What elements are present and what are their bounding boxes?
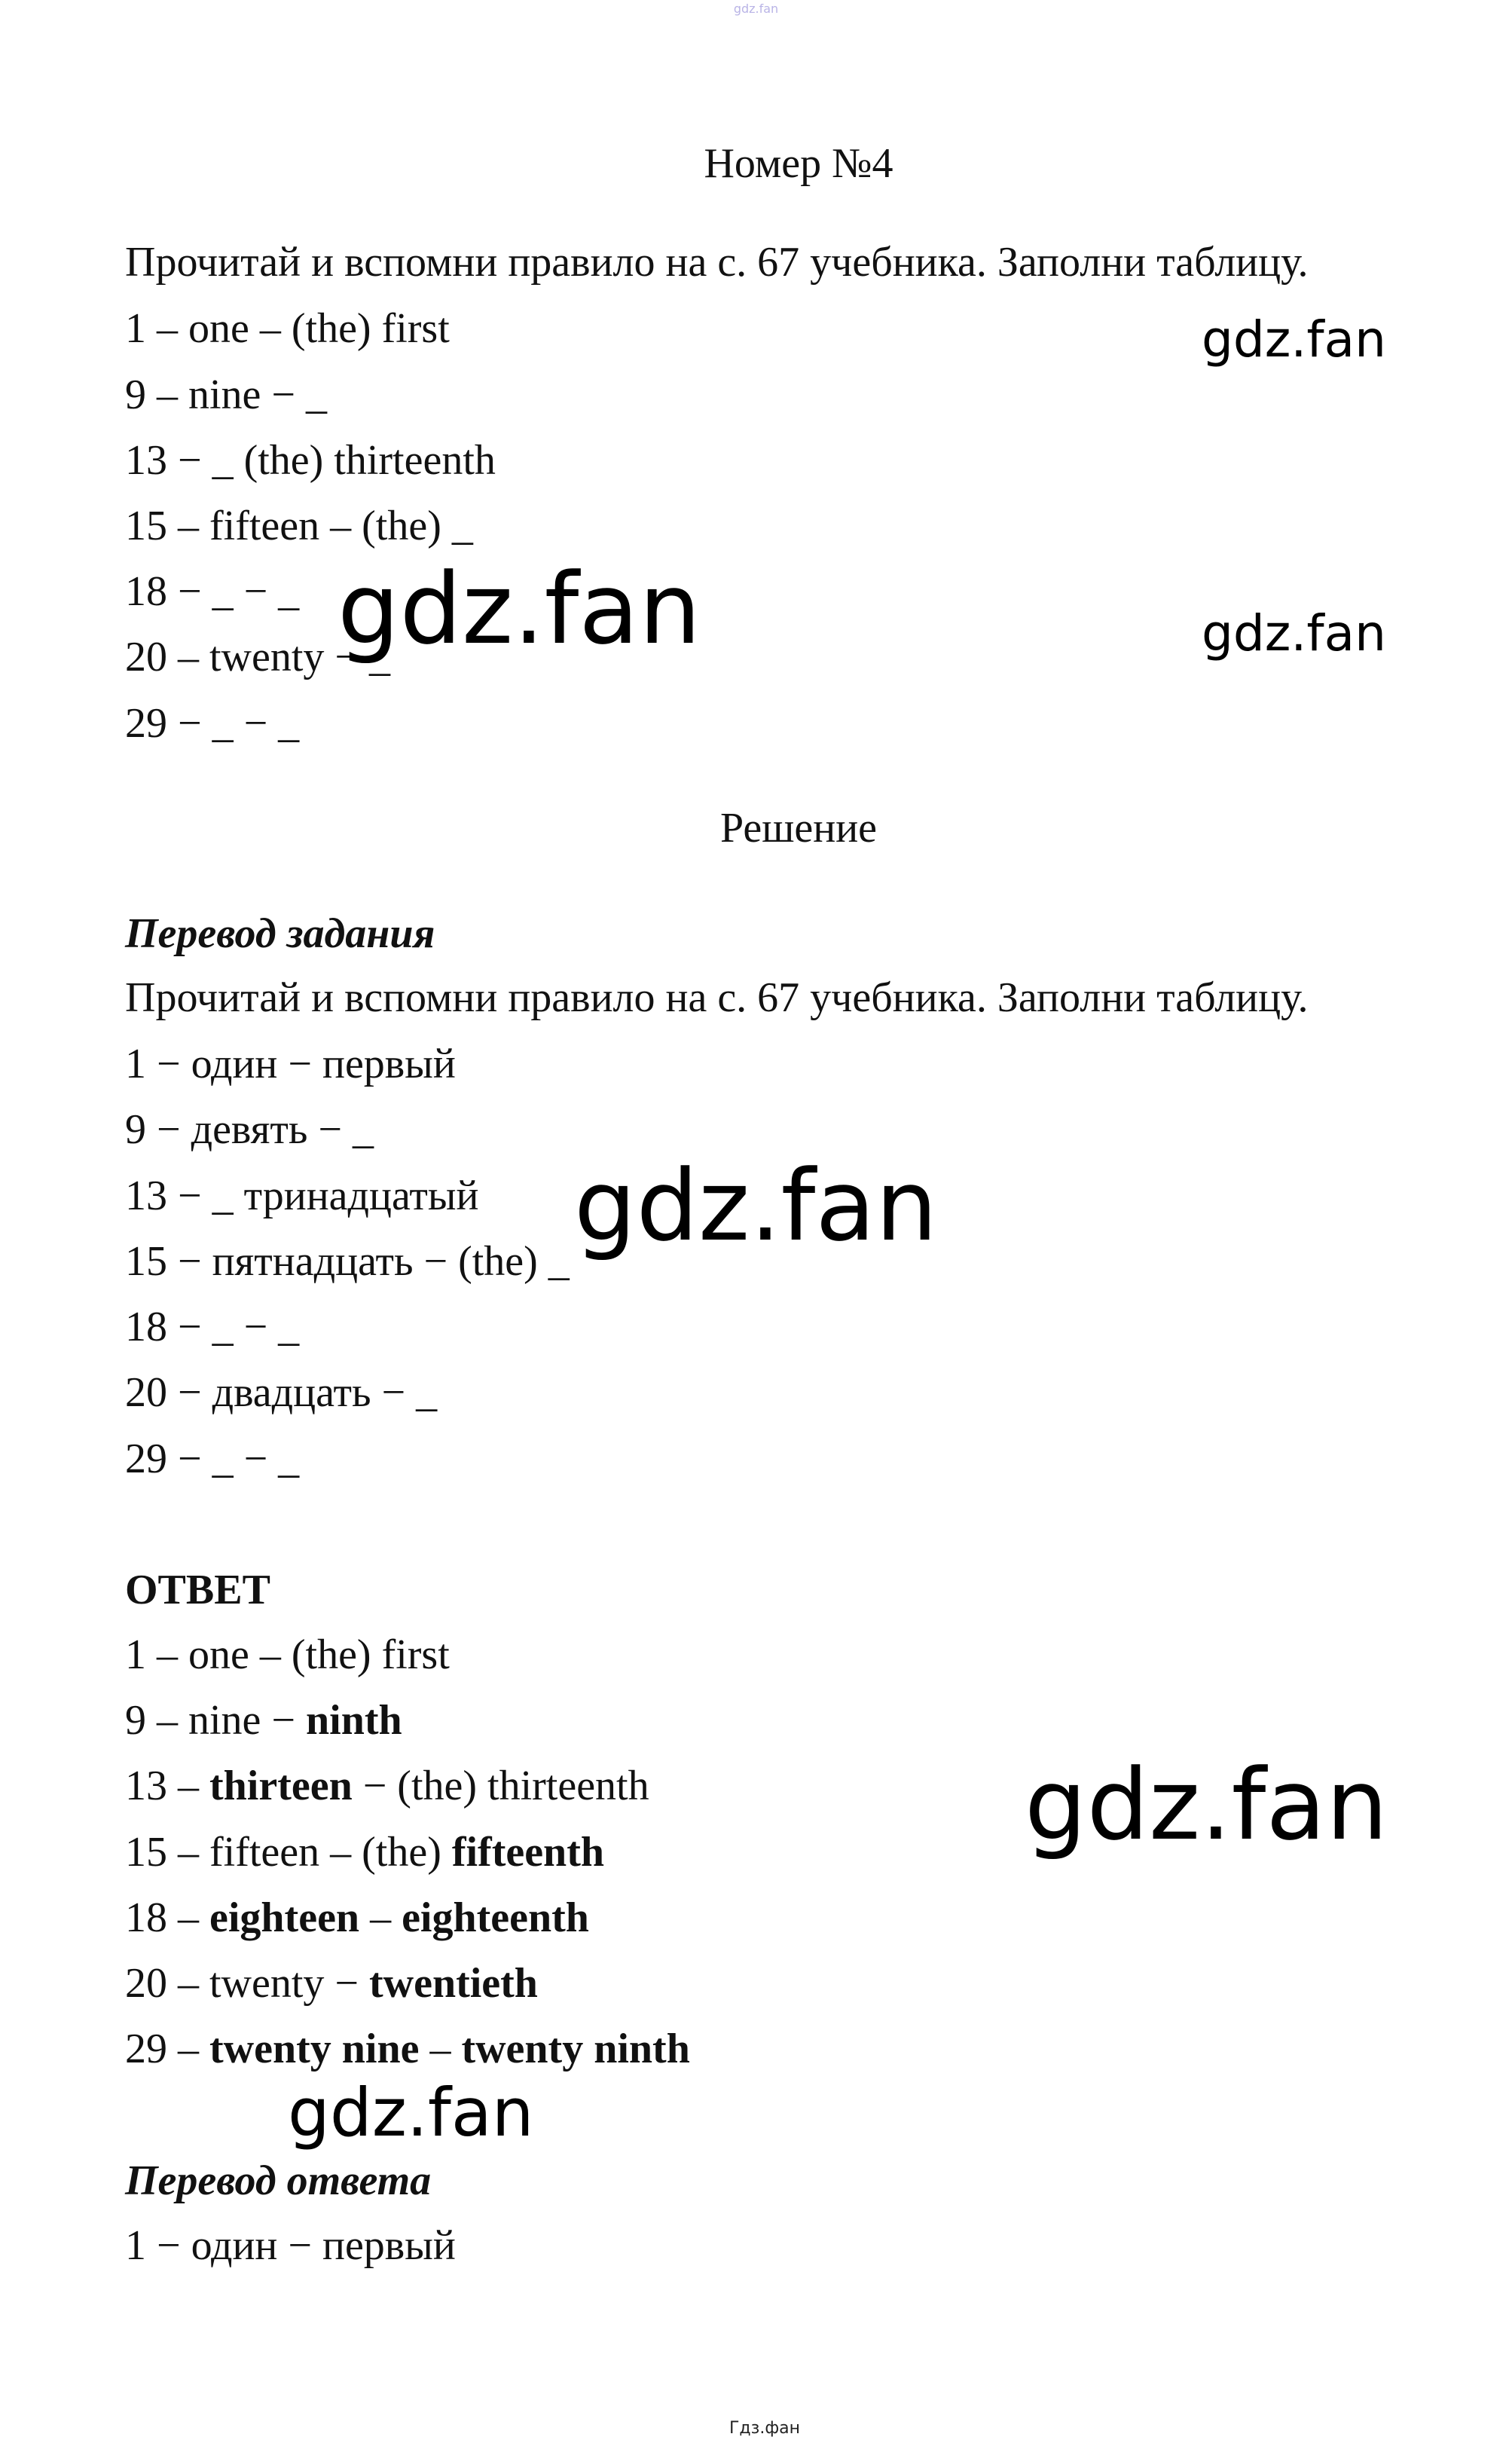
answer-line-prefix: 13 – [125,1763,209,1809]
answer-line [125,2028,690,2070]
answer-line-prefix: 29 – [125,2026,209,2072]
watermark: gdz.fan [338,552,701,666]
task-translation-heading: Перевод задания [125,910,435,957]
answer-line [125,1765,649,1807]
answer-translation-heading: Перевод ответа [125,2157,432,2204]
translated-line: 20 − двадцать − _ [125,1369,438,1416]
answer-line-prefix: 9 – nine − [125,1697,306,1744]
watermark: gdz.fan [574,1148,938,1263]
task-line: 13 − _ (the) thirteenth [125,437,496,484]
answer-line-bold: eighteenth [402,1894,589,1941]
watermark: gdz.fan [1202,604,1386,662]
answer-line-prefix: 18 – [125,1894,209,1941]
answer-line-bold: thirteen [209,1763,353,1809]
answer-line-bold: twenty nine [209,2026,420,2072]
answer-line-prefix: 20 – twenty − [125,1960,369,2007]
watermark: gdz.fan [1025,1747,1388,1862]
answer-line-middle: – [419,2026,462,2072]
answer-line-prefix: 15 – fifteen – (the) [125,1829,452,1876]
page-title: Номер №4 [704,140,893,187]
answer-line-middle: − (the) thirteenth [352,1763,649,1809]
task-line: 29 − _ − _ [125,700,300,747]
answer-line-bold: fifteenth [451,1829,604,1876]
answer-heading: ОТВЕТ [125,1567,270,1613]
watermark: gdz.fan [1202,310,1386,368]
translated-instruction: Прочитай и вспомни правило на с. 67 учебника. Заполни таблицу. [125,974,1309,1021]
solution-heading: Решение [719,805,878,852]
translated-line: 9 − девять − _ [125,1106,374,1153]
answer-line [125,1631,450,1678]
task-line: 20 – twenty − _ [125,634,390,680]
translated-line: 1 − один − первый [125,1041,456,1087]
footer-label: Гдз.фан [729,2419,800,2438]
answer-line [125,1960,538,2007]
task-line: 15 – fifteen – (the) _ [125,503,473,549]
answer-line-bold: twentieth [369,1960,538,2007]
translated-line: 15 − пятнадцать − (the) _ [125,1238,570,1285]
translated-line: 18 − _ − _ [125,1304,300,1350]
answer-line-bold: twenty ninth [461,2026,690,2072]
answer-line-prefix: 1 – one – (the) first [125,1631,450,1678]
task-line: 18 − _ − _ [125,568,300,615]
answer-line-bold: ninth [306,1697,402,1744]
task-line: 1 – one – (the) first [125,305,450,352]
answer-line-middle: – [359,1894,402,1941]
top-watermark: gdz.fan [733,2,779,16]
answer-line [125,1894,589,1941]
answer-line-bold: eighteen [209,1894,360,1941]
task-instruction: Прочитай и вспомни правило на с. 67 учебника. Заполни таблицу. [125,239,1309,286]
answer-line [125,1829,604,1876]
watermark: gdz.fan [288,2074,534,2151]
task-line: 9 – nine − _ [125,372,327,418]
translated-line: 29 − _ − _ [125,1436,300,1482]
answer-line [125,1697,402,1744]
answer-translation-line: 1 − один − первый [125,2222,456,2269]
translated-line: 13 − _ тринадцатый [125,1173,479,1219]
